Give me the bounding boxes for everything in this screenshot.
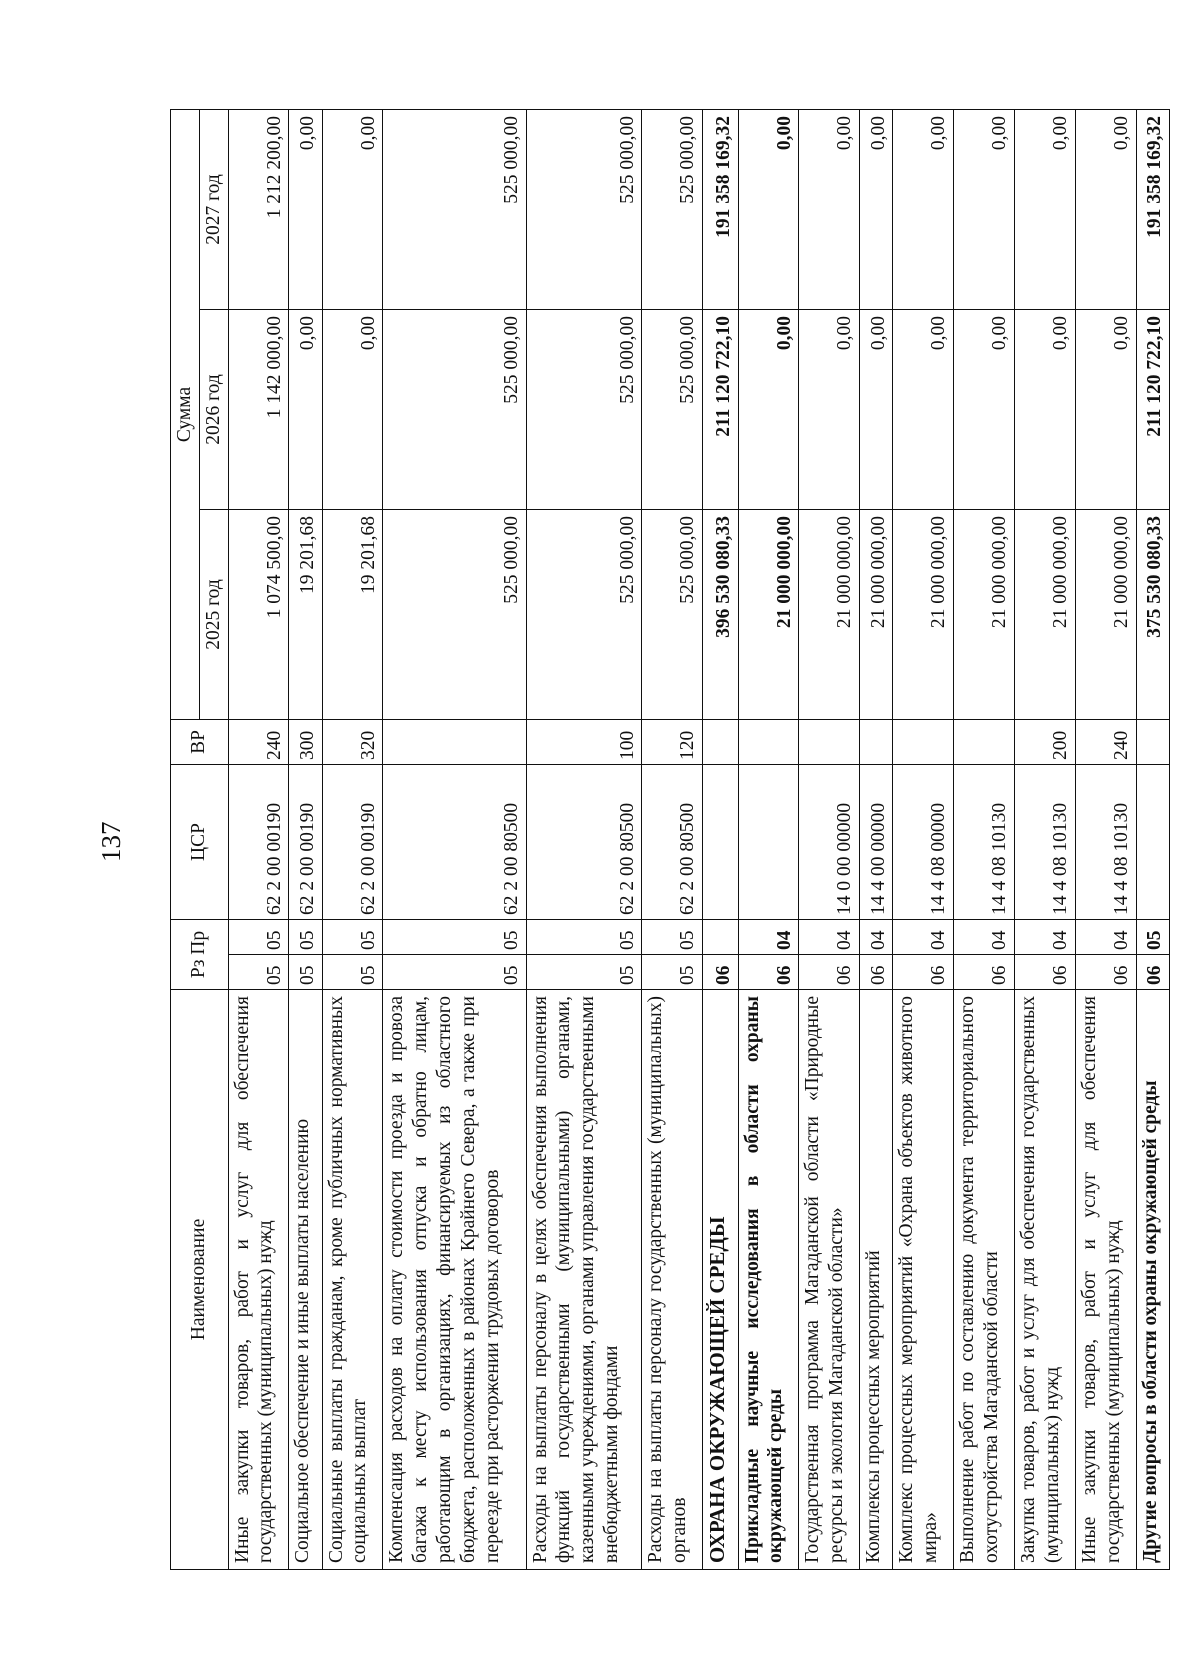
row-2026: 0,00	[860, 309, 893, 509]
row-pr: 05	[322, 919, 383, 954]
row-2027: 191 358 169,32	[1136, 109, 1169, 309]
table-row	[228, 109, 289, 1569]
row-csr: 14 4 08 00000	[893, 764, 954, 919]
row-csr	[703, 764, 738, 919]
row-pr: 04	[738, 919, 799, 954]
row-2027: 0,00	[893, 109, 954, 309]
row-2027: 0,00	[1015, 109, 1076, 309]
table-row	[954, 109, 1015, 1569]
row-2026: 1 142 000,00	[228, 309, 289, 509]
row-2025: 19 201,68	[322, 509, 383, 719]
row-vr: 120	[642, 719, 703, 764]
table-row	[289, 109, 322, 1569]
row-pr: 05	[228, 919, 289, 954]
row-2026: 0,00	[893, 309, 954, 509]
row-csr: 62 2 00 00190	[289, 764, 322, 919]
row-name: Комплекс процессных мероприятий «Охрана объектов животного мира»	[893, 990, 954, 1570]
row-vr	[860, 719, 893, 764]
row-2026: 0,00	[954, 309, 1015, 509]
row-pr: 04	[954, 919, 1015, 954]
row-vr: 240	[1075, 719, 1136, 764]
row-name: Закупка товаров, работ и услуг для обеспечения государственных (муниципальных) нужд	[1015, 990, 1076, 1570]
row-rz: 05	[228, 955, 289, 990]
row-csr: 62 2 00 80500	[526, 764, 642, 919]
row-vr	[703, 719, 738, 764]
row-name: Другие вопросы в области охраны окружающей среды	[1136, 990, 1169, 1570]
row-name: Социальные выплаты гражданам, кроме публичных нормативных социальных выплат	[322, 990, 383, 1570]
row-pr: 05	[289, 919, 322, 954]
row-2026: 525 000,00	[383, 309, 526, 509]
row-pr	[703, 919, 738, 954]
row-2025: 21 000 000,00	[799, 509, 860, 719]
row-vr: 100	[526, 719, 642, 764]
row-name: Расходы на выплаты персоналу государственных (муниципальных) органов	[642, 990, 703, 1570]
table-row	[703, 109, 738, 1569]
row-name: ОХРАНА ОКРУЖАЮЩЕЙ СРЕДЫ	[703, 990, 738, 1570]
table-row	[322, 109, 383, 1569]
row-name: Государственная программа Магаданской области «Природные ресурсы и экология Магаданской области»	[799, 990, 860, 1570]
row-rz: 05	[322, 955, 383, 990]
row-2025: 19 201,68	[289, 509, 322, 719]
row-2027: 0,00	[738, 109, 799, 309]
header-2027: 2027 год	[199, 109, 228, 309]
row-2026: 0,00	[738, 309, 799, 509]
table-row	[526, 109, 642, 1569]
row-2027: 1 212 200,00	[228, 109, 289, 309]
row-2026: 525 000,00	[642, 309, 703, 509]
row-vr	[893, 719, 954, 764]
row-rz: 05	[289, 955, 322, 990]
row-vr	[738, 719, 799, 764]
row-csr: 14 4 08 10130	[1075, 764, 1136, 919]
row-vr	[383, 719, 526, 764]
table-row	[1075, 109, 1136, 1569]
row-2025: 21 000 000,00	[893, 509, 954, 719]
table-row	[738, 109, 799, 1569]
row-name: Социальное обеспечение и иные выплаты населению	[289, 990, 322, 1570]
row-2025: 375 530 080,33	[1136, 509, 1169, 719]
row-name: Компенсация расходов на оплату стоимости проезда и провоза багажа к месту использования отпуска и обратно лицам, работающим в организациях, финансируемых из областного бюджета, расположенных в районах Крайнего Севера, а также при переезде при расторжении трудовых договоров	[383, 990, 526, 1570]
row-rz: 06	[1075, 955, 1136, 990]
row-vr: 300	[289, 719, 322, 764]
row-name: Иные закупки товаров, работ и услуг для обеспечения государственных (муниципальных) нужд	[1075, 990, 1136, 1570]
row-name: Комплексы процессных мероприятий	[860, 990, 893, 1570]
row-2025: 1 074 500,00	[228, 509, 289, 719]
row-2026: 525 000,00	[526, 309, 642, 509]
row-vr	[799, 719, 860, 764]
row-2025: 21 000 000,00	[954, 509, 1015, 719]
row-rz: 06	[738, 955, 799, 990]
table-row	[383, 109, 526, 1569]
row-2026: 211 120 722,10	[703, 309, 738, 509]
row-2026: 0,00	[322, 309, 383, 509]
row-2025: 21 000 000,00	[738, 509, 799, 719]
row-pr: 04	[799, 919, 860, 954]
row-rz: 06	[860, 955, 893, 990]
row-vr: 320	[322, 719, 383, 764]
row-rz: 06	[954, 955, 1015, 990]
row-csr	[1136, 764, 1169, 919]
row-2027: 0,00	[799, 109, 860, 309]
table-row	[1015, 109, 1076, 1569]
row-rz: 06	[893, 955, 954, 990]
row-csr: 62 2 00 00190	[322, 764, 383, 919]
row-rz: 05	[642, 955, 703, 990]
row-2025: 21 000 000,00	[1015, 509, 1076, 719]
row-csr: 14 4 08 10130	[1015, 764, 1076, 919]
row-pr: 05	[526, 919, 642, 954]
row-2027: 0,00	[954, 109, 1015, 309]
row-2027: 0,00	[860, 109, 893, 309]
row-pr: 04	[1015, 919, 1076, 954]
row-rz: 05	[526, 955, 642, 990]
row-rz: 05	[383, 955, 526, 990]
row-2027: 525 000,00	[383, 109, 526, 309]
row-vr	[954, 719, 1015, 764]
row-2027: 0,00	[322, 109, 383, 309]
table-row	[799, 109, 860, 1569]
header-2025: 2025 год	[199, 509, 228, 719]
row-rz: 06	[799, 955, 860, 990]
row-name: Расходы на выплаты персоналу в целях обеспечения выполнения функций государственными (муниципальными) органами, казенными учреждениями, органами управления государственными внебюджетными фондами	[526, 990, 642, 1570]
row-vr	[1136, 719, 1169, 764]
row-csr: 14 4 00 00000	[860, 764, 893, 919]
row-2025: 525 000,00	[642, 509, 703, 719]
row-csr: 14 0 00 00000	[799, 764, 860, 919]
header-2026: 2026 год	[199, 309, 228, 509]
row-csr: 62 2 00 80500	[383, 764, 526, 919]
row-2027: 191 358 169,32	[703, 109, 738, 309]
row-rz: 06	[1015, 955, 1076, 990]
row-rz: 06	[703, 955, 738, 990]
row-2025: 21 000 000,00	[1075, 509, 1136, 719]
row-2026: 0,00	[799, 309, 860, 509]
row-csr: 62 2 00 80500	[642, 764, 703, 919]
row-pr: 04	[1075, 919, 1136, 954]
row-2025: 525 000,00	[526, 509, 642, 719]
row-2026: 0,00	[1015, 309, 1076, 509]
row-pr: 05	[1136, 919, 1169, 954]
row-vr: 240	[228, 719, 289, 764]
row-2026: 0,00	[289, 309, 322, 509]
row-csr: 14 4 08 10130	[954, 764, 1015, 919]
row-2026: 0,00	[1075, 309, 1136, 509]
row-name: Выполнение работ по составлению документа территориального охотустройства Магаданской области	[954, 990, 1015, 1570]
row-2025: 21 000 000,00	[860, 509, 893, 719]
row-2025: 396 530 080,33	[703, 509, 738, 719]
row-csr	[738, 764, 799, 919]
row-csr: 62 2 00 00190	[228, 764, 289, 919]
header-vr: ВР	[171, 719, 229, 764]
row-2027: 525 000,00	[642, 109, 703, 309]
rotated-page-content	[170, 110, 1170, 1570]
page-number: 137	[96, 821, 126, 862]
row-2026: 211 120 722,10	[1136, 309, 1169, 509]
row-pr: 04	[893, 919, 954, 954]
row-rz: 06	[1136, 955, 1169, 990]
row-name: Иные закупки товаров, работ и услуг для обеспечения государственных (муниципальных) нужд	[228, 990, 289, 1570]
header-name: Наименование	[171, 990, 229, 1570]
row-pr: 05	[383, 919, 526, 954]
table-row	[1136, 109, 1169, 1569]
row-2027: 0,00	[289, 109, 322, 309]
table-row	[860, 109, 893, 1569]
header-csr: ЦСР	[171, 764, 229, 919]
row-2027: 0,00	[1075, 109, 1136, 309]
row-2027: 525 000,00	[526, 109, 642, 309]
row-2025: 525 000,00	[383, 509, 526, 719]
row-name: Прикладные научные исследования в области охраны окружающей среды	[738, 990, 799, 1570]
row-vr: 200	[1015, 719, 1076, 764]
table-row	[893, 109, 954, 1569]
table-row	[642, 109, 703, 1569]
budget-table	[170, 109, 1170, 1570]
row-pr: 04	[860, 919, 893, 954]
header-rz-pr: Рз Пр	[171, 919, 229, 989]
row-pr: 05	[642, 919, 703, 954]
header-sum: Сумма	[171, 109, 200, 719]
table-body	[228, 109, 1169, 1569]
